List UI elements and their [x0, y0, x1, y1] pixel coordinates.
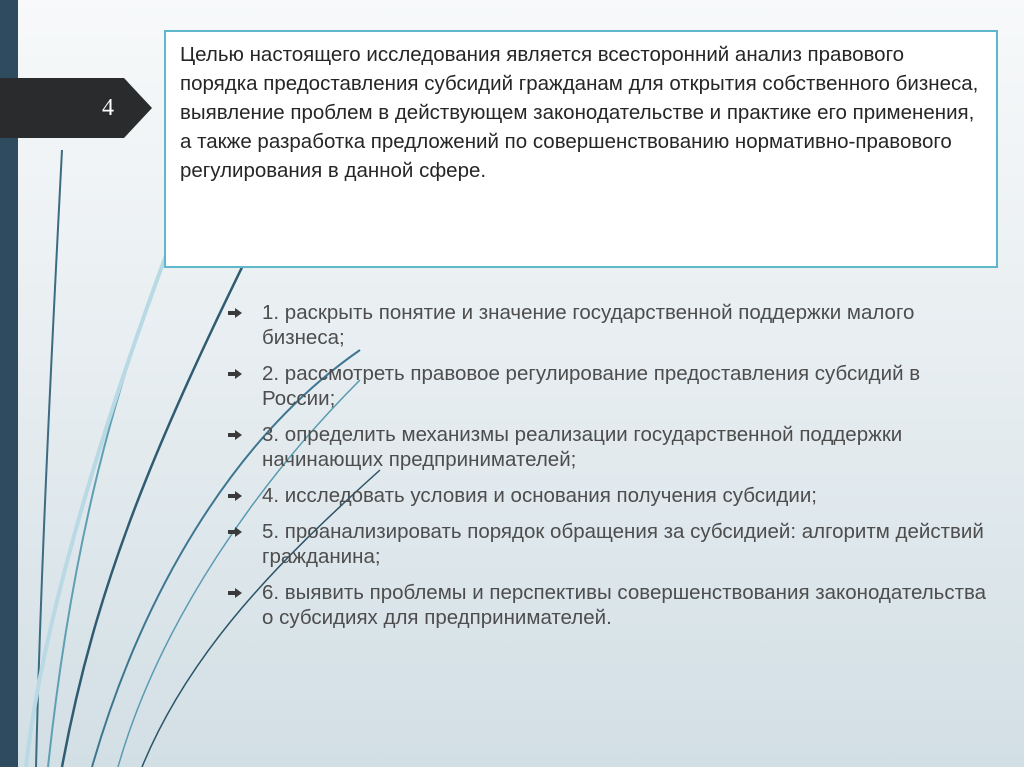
arrow-bullet-icon — [228, 430, 242, 440]
slide-number-tab — [0, 78, 152, 138]
list-item — [228, 300, 988, 350]
task-text: 4. исследовать условия и основания получения субсидии; — [262, 484, 817, 507]
arrow-bullet-icon — [228, 527, 242, 537]
list-item — [228, 422, 988, 472]
arrow-bullet-icon — [228, 491, 242, 501]
goal-text: Целью настоящего исследования является всесторонний анализ правового порядка предоставления субсидий гражданам для открытия собственного бизнеса, выявление проблем в действующем законодательстве и практике его применения, а также разработка предложений по совершенствованию нормативно-правового регулирования в данной сфере. — [180, 43, 979, 182]
list-item — [228, 580, 988, 630]
slide-number: 4 — [102, 95, 114, 121]
list-item — [228, 361, 988, 411]
goal-box — [164, 30, 998, 268]
task-text: 3. определить механизмы реализации государственной поддержки начинающих предпринимателей; — [262, 423, 903, 471]
list-item — [228, 519, 988, 569]
task-text: 5. проанализировать порядок обращения за субсидией: алгоритм действий гражданина; — [262, 520, 984, 568]
task-text: 1. раскрыть понятие и значение государственной поддержки малого бизнеса; — [262, 301, 915, 349]
arrow-bullet-icon — [228, 308, 242, 318]
task-text: 2. рассмотреть правовое регулирование предоставления субсидий в России; — [262, 362, 921, 410]
arrow-bullet-icon — [228, 369, 242, 379]
list-item — [228, 483, 988, 508]
arrow-bullet-icon — [228, 588, 242, 598]
task-list — [228, 300, 988, 641]
task-text: 6. выявить проблемы и перспективы совершенствования законодательства о субсидиях для предпринимателей. — [262, 581, 987, 629]
